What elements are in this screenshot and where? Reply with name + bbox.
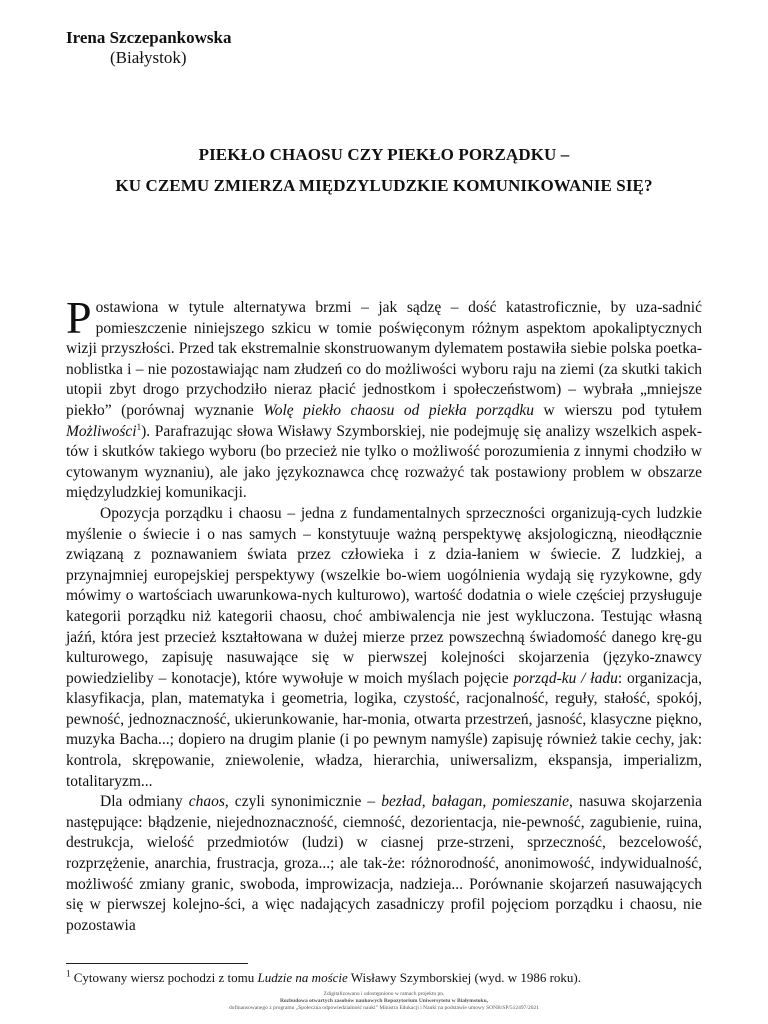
paragraph-3-text-2: , czyli synonimicznie – [224,793,382,811]
quote-italic: Wolę piekło chaosu od piekła porządku [263,401,534,419]
paragraph-1 [66,292,702,504]
footnote-text-2: Wisławy Szymborskiej (wyd. w 1986 roku). [347,970,582,985]
article-title-line-2: KU CZEMU ZMIERZA MIĘDZYLUDZKIE KOMUNIKOWANIE SIĘ? [115,176,653,195]
footnote-reference[interactable]: 1 [136,421,142,432]
author-name: Irena Szczepankowska [66,28,232,47]
term-chaos: chaos [188,793,225,811]
book-title: Ludzie na moście [257,970,348,985]
footnote-text: Cytowany wiersz pochodzi z tomu [70,970,258,985]
footnote [66,970,706,986]
article-title-line-1: PIEKŁO CHAOSU CZY PIEKŁO PORZĄDKU – [198,145,570,164]
repository-notice [0,991,768,1012]
term-pomieszanie: pomieszanie [492,793,569,811]
paragraph-3-text-3: , nasuwa skojarzenia następujące: błądzenie, niejednoznaczność, ciemność, dezorientacja, nie-pewność, zagubienie, ruina, destrukcja, wielość przedmiotów (ludzi) w ciasnej prze-strzeni, sprzeczność, bezcelowość, rozprzężenie, anarchia, frustracja, groza...; ale tak-że: różnorodność, anonimowość, indywidualność, możliwość zmiany granic, swoboda, improwizacja, nadzieja... Porównanie skojarzeń nasuwających się w pierwszej kolejno-ści, a więc nadających zasadniczy profil pojęciom porządku i chaosu, nie pozostawia [66,793,703,934]
footnote-divider [66,963,248,964]
author-city: (Białystok) [110,48,187,67]
repository-line-3: dofinansowanego z programu „Społeczna odpowiedzialność nauki” Ministra Edukacji i Nauki na podstawie umowy SONB/SP/512497/2021 [229,1005,539,1011]
separator: , [421,793,432,811]
paragraph-3-text: Dla odmiany [100,793,189,811]
paragraph-1-text-2: w wierszu pod tytułem [534,401,702,419]
footnote-mark: 1 [66,968,71,979]
paragraph-1-text-3: ). Parafrazując słowa Wisławy Szymborskiej, nie podejmuję się analizy wszelkich aspek-tów i skutków takiego wyboru (bo przecież nie tylko o możliwość porozumienia z innymi chodziło w cytowanym wyznaniu), ale jako językoznawca chcę rozważyć tak postawiony problem w obszarze międzyludzkiej komunikacji. [66,422,702,502]
article-body [66,292,703,936]
separator: , [482,793,493,811]
paragraph-3 [66,792,702,936]
poem-title: Możliwości [66,422,137,440]
paragraph-2-text-2: : organizacja, klasyfikacja, plan, matematyka i geometria, logika, czystość, racjonalność, reguły, stałość, spokój, pewność, jednoznaczność, ukierunkowanie, har-monia, otwarta przestrzeń, jasność, klasyczne piękno, muzyka Bacha...; dopiero na drugim planie (i po pewnym namyśle) zapisuję również takie cechy, jak: kontrola, skrępowanie, zniewolenie, władza, hierarchia, uniwersalizm, ekspansja, imperializm, totalitaryzm... [66,669,703,790]
repository-line-2: Rozbudowa otwartych zasobów naukowych Repozytorium Uniwersytetu w Białymstoku, [279,998,489,1004]
term-bezlad: bezład [381,793,422,811]
paragraph-2 [66,504,702,792]
drop-cap: P [66,292,92,343]
term-balagan: bałagan [431,793,483,811]
paragraph-2-text: Opozycja porządku i chaosu – jedna z fundamentalnych sprzeczności organizują-cych ludzkie myślenie o świecie i o nas samych – konstytuuje ważną perspektywę aksjologiczną, nieodłącznie związaną z poznawaniem świata przez człowieka i z dzia-łaniem w świecie. Z ludzkiej, a przynajmniej europejskiej perspektywy (wszelkie bo-wiem uogólnienia wydają się ryzykowne, gdy mówimy o wartościach uwarunkowa-nych kulturowo), wartość dodatnia o wiele częściej przysługuje kategorii porządku niż kategorii chaosu, choć ambiwalencja nie jest wykluczona. Testując własną jaźń, która jest przecież kształtowana w dużej mierze przez powszechną świadomość danego krę-gu kulturowego, zapisuję nasuwające się w pierwszej kolejności skojarzenia (języko-znawcy powiedzieliby – konotacje), które wywołuje w moich myślach pojęcie [66,504,702,687]
repository-line-1: Zdigitalizowano i udostępniono w ramach projektu pn. [323,991,445,997]
paragraph-1-text: ostawiona w tytule alternatywa brzmi – jak sądzę – dość katastroficznie, by uza-sadnić pomieszczenie niniejszego szkicu w tomie poświęconym różnym aspektom apokaliptycznych wizji przyszłości. Przed tak ekstremalnie skonstruowanym dylematem postawiła siebie polska poetka-noblistka i – nie pozostawiając nam złudzeń co do możliwości wyboru raju na ziemi (za skutki takich utopii zbyt drogo przychodziło nieraz płacić jednostkom i społeczeństwom) – wybrała „mniejsze piekło” (porównaj wyznanie [66,299,702,419]
term-italic: porząd-ku / ładu [513,669,618,687]
